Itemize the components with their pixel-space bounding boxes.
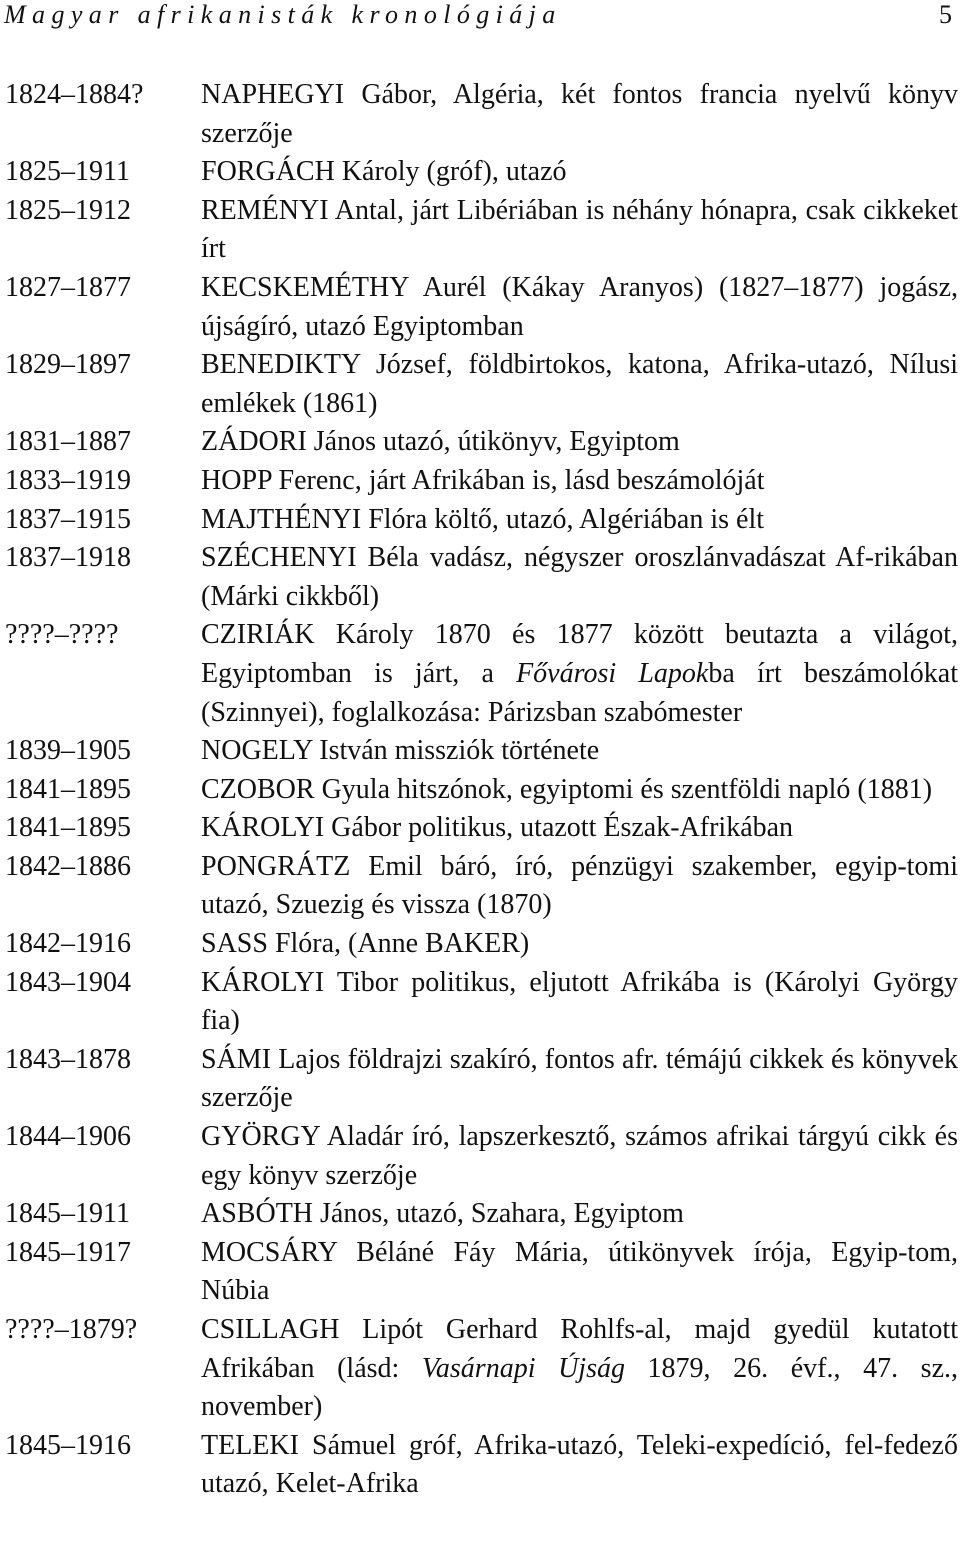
entry-text: REMÉNYI Antal, járt Libériában is néhány hónapra, csak cikkeket írt (201, 194, 958, 265)
entry-years: 1845–1917 (5, 1236, 131, 1268)
chronology-entry (5, 1041, 958, 1118)
entry-text-end: 1879, 26. évf., 47. sz., november) (201, 1352, 959, 1423)
entry-years: 1845–1911 (5, 1198, 130, 1230)
entry-years: 1833–1919 (5, 464, 131, 496)
entry-text: SASS Flóra, (Anne BAKER) (201, 928, 530, 960)
entry-years: ????–1879? (5, 1314, 138, 1345)
chronology-entry (5, 925, 958, 964)
running-title: Magyar afrikanisták kronológiája (4, 0, 562, 29)
chronology-entry (5, 153, 958, 192)
entry-years: 1827–1877 (5, 271, 131, 303)
entry-text: FORGÁCH Károly (gróf), utazó (201, 156, 567, 188)
entry-text: KECSKEMÉTHY Aurél (Kákay Aranyos) (1827–1877) jogász, újságíró, utazó Egyiptomban (201, 271, 958, 342)
running-header (4, 0, 952, 30)
chronology-entry (5, 462, 958, 501)
chronology-entry (5, 1118, 958, 1195)
entry-years: 1837–1918 (5, 542, 131, 574)
entry-years: 1837–1915 (5, 503, 131, 535)
entry-text: TELEKI Sámuel gróf, Afrika-utazó, Teleki-expedíció, fel-fedező utazó, Kelet-Afrika (201, 1429, 958, 1500)
entry-text: CZOBOR Gyula hitszónok, egyiptomi és szentföldi napló (1881) (201, 773, 933, 805)
entry-years: 1842–1886 (5, 850, 131, 882)
entry-years: 1825–1912 (5, 194, 131, 226)
entry-text: GYÖRGY Aladár író, lapszerkesztő, számos afrikai tárgyú cikk és egy könyv szerzője (201, 1121, 958, 1191)
chronology-entry (5, 1234, 958, 1311)
entry-years: 1845–1916 (5, 1429, 131, 1461)
chronology-entry (5, 771, 958, 810)
chronology-entry (5, 1311, 958, 1427)
entry-years: 1824–1884? (5, 79, 144, 110)
entry-years: 1844–1906 (5, 1121, 131, 1153)
entry-text (201, 1311, 958, 1427)
chronology-entry (5, 423, 958, 462)
entry-years: ????–???? (5, 619, 119, 651)
publication-title: Vasárnapi Újság (421, 1352, 625, 1384)
publication-title: Fővárosi Lapok (516, 657, 709, 689)
chronology-entry (5, 732, 958, 771)
entry-text: ZÁDORI János utazó, útikönyv, Egyiptom (201, 426, 680, 458)
entry-years: 1841–1895 (5, 773, 131, 805)
entry-text-end: ba írt beszámolókat (Szinnyei), foglalkozása: Párizsban szabómester (201, 657, 958, 728)
chronology-entry (5, 616, 958, 732)
entry-text: HOPP Ferenc, járt Afrikában is, lásd beszámolóját (201, 464, 765, 496)
entry-text: NOGELY István missziók története (201, 735, 600, 767)
chronology-list (5, 76, 958, 1504)
entry-years: 1829–1897 (5, 349, 131, 381)
entry-text: KÁROLYI Tibor politikus, eljutott Afrikába is (Károlyi György fia) (201, 966, 958, 1037)
chronology-entry (5, 809, 958, 848)
entry-years: 1839–1905 (5, 735, 131, 767)
entry-text: MOCSÁRY Béláné Fáy Mária, útikönyvek írója, Egyip-tom, Núbia (201, 1236, 958, 1307)
entry-text-start: CZIRIÁK Károly 1870 és 1877 között beutazta a világot, Egyiptomban is járt, a (201, 619, 958, 689)
entry-text: SÁMI Lajos földrajzi szakíró, fontos afr. témájú cikkek és könyvek szerzője (201, 1043, 958, 1114)
entry-text: KÁROLYI Gábor politikus, utazott Észak-Afrikában (201, 812, 794, 844)
entry-text: SZÉCHENYI Béla vadász, négyszer oroszlánvadászat Af-rikában (Márki cikkből) (201, 542, 958, 612)
entry-years: 1841–1895 (5, 812, 131, 844)
chronology-entry (5, 346, 958, 423)
entry-text: ASBÓTH János, utazó, Szahara, Egyiptom (201, 1198, 684, 1230)
chronology-entry (5, 1195, 958, 1234)
page-number: 5 (939, 0, 952, 29)
chronology-entry (5, 1427, 958, 1504)
entry-years: 1831–1887 (5, 426, 131, 458)
chronology-entry (5, 964, 958, 1041)
chronology-entry (5, 269, 958, 346)
chronology-entry (5, 539, 958, 616)
entry-years: 1842–1916 (5, 928, 131, 960)
chronology-entry (5, 501, 958, 540)
chronology-entry (5, 192, 958, 269)
entry-text: NAPHEGYI Gábor, Algéria, két fontos francia nyelvű könyv szerzője (201, 79, 958, 149)
chronology-entry (5, 76, 958, 153)
entry-text: BENEDIKTY József, földbirtokos, katona, Afrika-utazó, Nílusi emlékek (1861) (201, 349, 958, 419)
entry-text-start: CSILLAGH Lipót Gerhard Rohlfs-al, majd gyedül kutatott Afrikában (lásd: (201, 1314, 958, 1384)
entry-text (201, 616, 958, 732)
entry-years: 1843–1904 (5, 966, 131, 998)
entry-text: MAJTHÉNYI Flóra költő, utazó, Algériában is élt (201, 503, 765, 535)
chronology-entry (5, 848, 958, 925)
entry-text: PONGRÁTZ Emil báró, író, pénzügyi szakember, egyip-tomi utazó, Szuezig és vissza (1870) (201, 850, 958, 921)
entry-years: 1825–1911 (5, 156, 130, 188)
entry-years: 1843–1878 (5, 1043, 131, 1075)
